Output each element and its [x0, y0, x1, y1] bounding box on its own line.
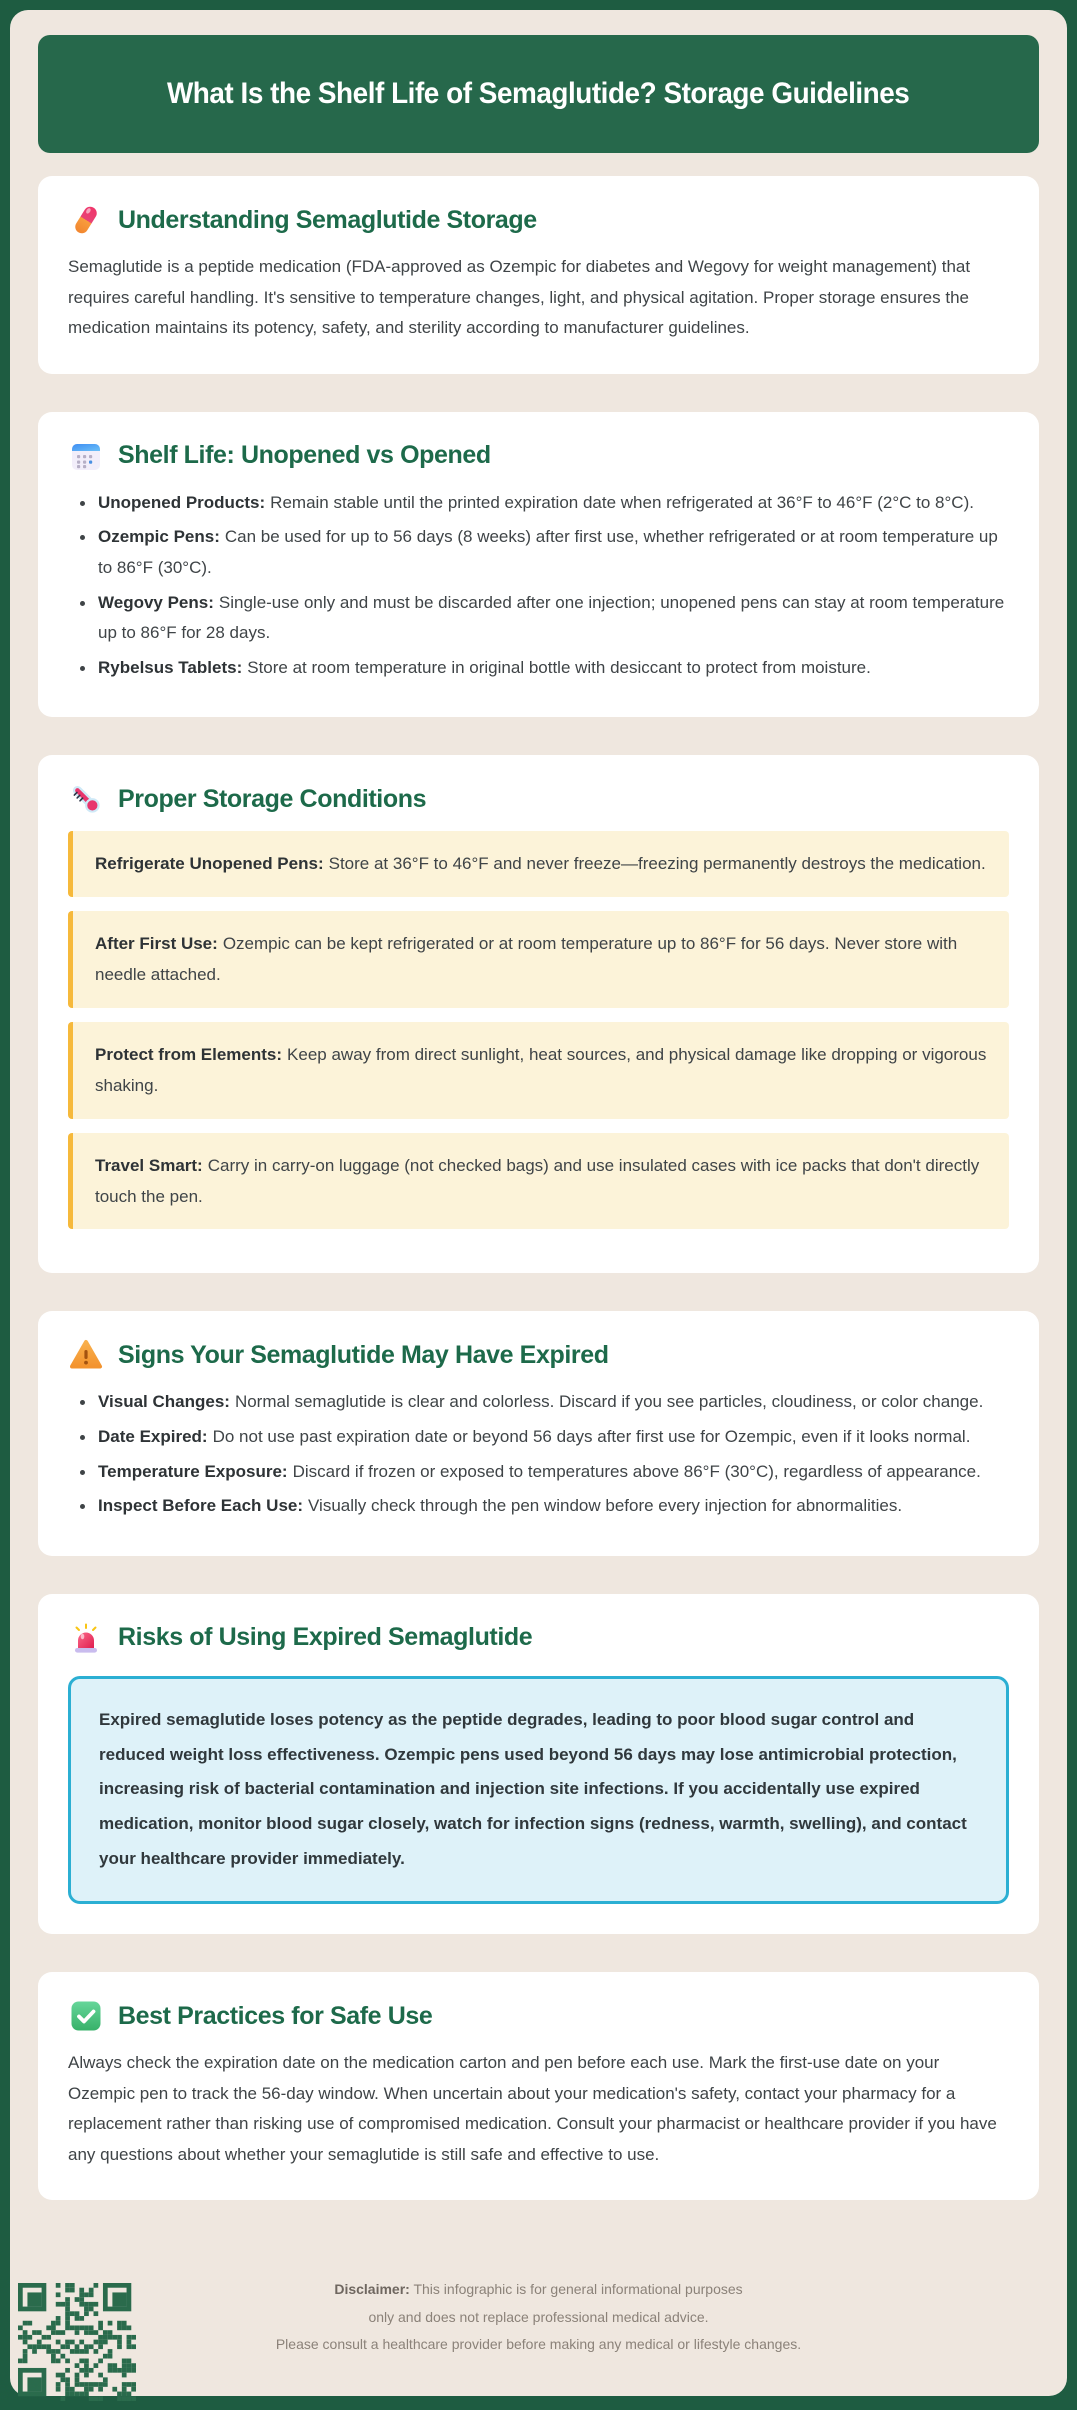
disclaimer-line2: only and does not replace professional medical advice.: [368, 2308, 709, 2325]
list-item: Inspect Before Each Use: Visually check through the pen window before every injection for abnormalities.: [78, 1491, 1009, 1522]
highlight-box: Travel Smart: Carry in carry-on luggage (not checked bags) and use insulated cases with ice packs that don't directly touch the pen.: [68, 1133, 1009, 1230]
warning-icon: [68, 1337, 104, 1373]
highlight-box: Refrigerate Unopened Pens: Store at 36°F to 46°F and never freeze—freezing permanently destroys the medication.: [68, 831, 1009, 896]
infographic-page: [10, 10, 1067, 2396]
storage-highlights: [68, 831, 1009, 1229]
check-icon: [68, 1998, 104, 2034]
section-expired-signs: [38, 1311, 1039, 1555]
section-title: Best Practices for Safe Use: [118, 2001, 433, 2030]
section-paragraph: Always check the expiration date on the medication carton and pen before each use. Mark the first-use date on your Ozempic pen to track the 56-day window. When uncertain about your medication's safety, contact your pharmacy for a replacement rather than risking use of compromised medication. Consult your pharmacist or healthcare provider if you have any questions about whether your semaglutide is still safe and effective to use.: [68, 2053, 997, 2164]
page-title: What Is the Shelf Life of Semaglutide? Storage Guidelines: [167, 77, 910, 110]
expired-signs-list: [68, 1387, 1009, 1521]
calendar-icon: [68, 438, 104, 474]
list-item: Temperature Exposure: Discard if frozen or exposed to temperatures above 86°F (30°C), regardless of appearance.: [78, 1457, 1009, 1488]
list-item: Visual Changes: Normal semaglutide is clear and colorless. Discard if you see particles, cloudiness, or color change.: [78, 1387, 1009, 1418]
section-best-practices: [38, 1972, 1039, 2200]
risk-info-box: Expired semaglutide loses potency as the peptide degrades, leading to poor blood sugar control and reduced weight loss effectiveness. Ozempic pens used beyond 56 days may lose antimicrobial protection, increasing risk of bacterial contamination and injection site infections. If you accidentally use expired medication, monitor blood sugar closely, watch for infection signs (redness, warmth, swelling), and contact your healthcare provider immediately.: [68, 1676, 1009, 1904]
highlight-box: After First Use: Ozempic can be kept refrigerated or at room temperature up to 86°F for 56 days. Never store with needle attached.: [68, 911, 1009, 1008]
footer: [38, 2238, 1039, 2396]
section-title: Shelf Life: Unopened vs Opened: [118, 441, 491, 470]
section-paragraph: Semaglutide is a peptide medication (FDA-approved as Ozempic for diabetes and Wegovy for weight management) that requires careful handling. It's sensitive to temperature changes, light, and physical agitation. Proper storage ensures the medication maintains its potency, safety, and sterility according to manufacturer guidelines.: [68, 257, 971, 338]
section-risks: [38, 1594, 1039, 1934]
siren-icon: [68, 1620, 104, 1656]
section-storage-conditions: [38, 755, 1039, 1273]
list-item: Rybelsus Tablets: Store at room temperature in original bottle with desiccant to protect from moisture.: [78, 653, 1009, 684]
list-item: Ozempic Pens: Can be used for up to 56 days (8 weeks) after first use, whether refrigerated or at room temperature up to 86°F (30°C).: [78, 522, 1009, 583]
disclaimer: [38, 2238, 1039, 2358]
section-understanding-storage: [38, 176, 1039, 374]
highlight-box: Protect from Elements: Keep away from direct sunlight, heat sources, and physical damage like dropping or vigorous shaking.: [68, 1022, 1009, 1119]
qr-code: [18, 2283, 136, 2401]
section-title: Risks of Using Expired Semaglutide: [118, 1623, 533, 1652]
section-title: Proper Storage Conditions: [118, 784, 427, 813]
list-item: Unopened Products: Remain stable until the printed expiration date when refrigerated at 36°F to 46°F (2°C to 8°C).: [78, 488, 1009, 519]
section-shelf-life: [38, 412, 1039, 718]
thermometer-icon: [68, 781, 104, 817]
disclaimer-line1: This infographic is for general informational purposes: [413, 2281, 743, 2298]
pill-icon: [68, 202, 104, 238]
shelf-life-list: [68, 488, 1009, 684]
section-title: Signs Your Semaglutide May Have Expired: [118, 1340, 609, 1369]
list-item: Date Expired: Do not use past expiration date or beyond 56 days after first use for Ozempic, even if it looks normal.: [78, 1422, 1009, 1453]
list-item: Wegovy Pens: Single-use only and must be discarded after one injection; unopened pens can stay at room temperature up to 86°F for 28 days.: [78, 588, 1009, 649]
disclaimer-line3: Please consult a healthcare provider before making any medical or lifestyle changes.: [275, 2335, 802, 2352]
section-title: Understanding Semaglutide Storage: [118, 205, 537, 234]
disclaimer-label: Disclaimer:: [334, 2281, 410, 2298]
header-banner: [38, 35, 1039, 153]
